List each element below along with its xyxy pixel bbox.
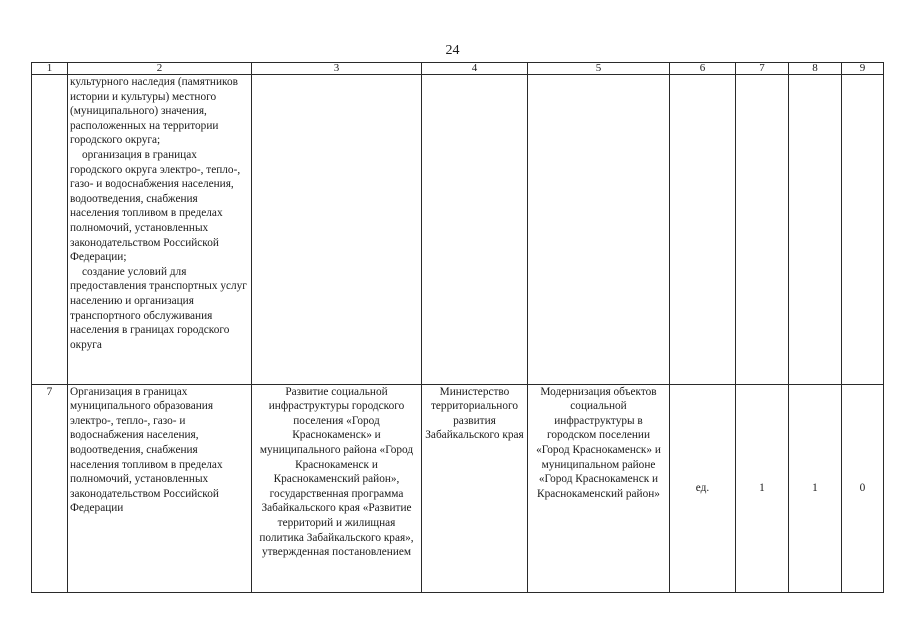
value-cell: 1 [789,384,842,592]
page-number: 24 [445,43,460,58]
authority-paragraph: создание условий для предоставления транспортных услуг населению и организация транспортного обслуживания населения в границах городского округа [70,265,247,351]
table-row-continuation [32,75,884,385]
column-number: 9 [842,63,884,75]
document-table [31,62,884,593]
table-row-7 [32,384,884,592]
authority-paragraph: организация в границах городского округа электро-, тепло-, газо- и водоснабжения населения, водоотведения, снабжения населения топливом в пределах полномочий, установленных законодательством Российской Федерации; [70,148,241,264]
row-number-cell: 7 [32,384,68,592]
column-number-row [32,63,884,75]
value-cell [842,75,884,385]
column-number: 2 [68,63,252,75]
value-cell [789,75,842,385]
authority-cell: Организация в границах муниципального образования электро-, тепло-, газо- и водоснабжения населения, водоотведения, снабжения населения топливом в пределах полномочий, установленных законодательством Российской Федерации [68,384,252,592]
value-cell [736,75,789,385]
column-number: 3 [252,63,422,75]
executor-cell: Министерство территориального развития Забайкальского края [422,384,528,592]
program-cell [252,75,422,385]
unit-cell [670,75,736,385]
value-cell: 1 [736,384,789,592]
event-cell [528,75,670,385]
column-number: 7 [736,63,789,75]
event-cell: Модернизация объектов социальной инфраструктуры в городском поселении «Город Краснокаменск» и муниципальном районе «Город Краснокаменск и Краснокаменский район» [528,384,670,592]
column-number: 8 [789,63,842,75]
column-number: 6 [670,63,736,75]
column-number: 1 [32,63,68,75]
row-number-cell [32,75,68,385]
unit-cell: ед. [670,384,736,592]
column-number: 4 [422,63,528,75]
column-number: 5 [528,63,670,75]
authority-cell [68,75,252,385]
executor-cell [422,75,528,385]
program-cell: Развитие социальной инфраструктуры городского поселения «Город Краснокаменск» и муниципального района «Город Краснокаменск и Краснокаменский район», государственная программа Забайкальского края «Развитие территорий и жилищная политика Забайкальского края», утвержденная постановлением [252,384,422,592]
value-cell: 0 [842,384,884,592]
authority-paragraph: культурного наследия (памятников истории и культуры) местного (муниципального) значения, расположенных на территории городского округа; [70,76,238,147]
